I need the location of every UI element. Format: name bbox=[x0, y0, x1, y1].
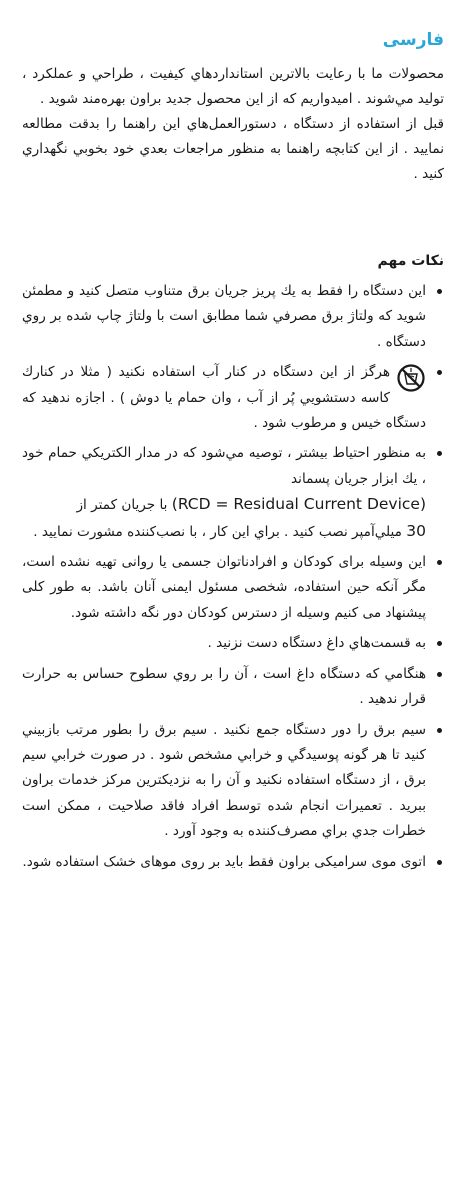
list-item bbox=[22, 850, 444, 875]
list-item bbox=[22, 360, 444, 436]
list-item-text: به منظور احتياط بيشتر ، توصيه مي‌شود كه در مدار الكتريكي حمام خود ، يك ابزار جريان پسماند bbox=[22, 445, 426, 487]
no-water-icon bbox=[396, 363, 426, 393]
list-item-text: به قسمت‌هاي داغ دستگاه دست نزنيد . bbox=[207, 635, 426, 652]
list-item-text: این وسیله برای کودکان و افرادناتوان جسمی یا روانی تهیه نشده است، مگر آنکه حین استفاده، شخصی مسئول ایمنی آنان باشد. به طور کلی پیشنهاد می کنیم وسیله از دسترس کودکان دور نگه داشته شود. bbox=[22, 554, 426, 621]
list-item-text: سيم برق را دور دستگاه جمع نكنيد . سيم برق را بطور مرتب بازبيني كنيد تا هر گونه پوسيدگي و خرابي مشخص شود . در صورت خرابي سيم برق ، از دستگاه استفاده نكنيد و آن را به نزديكترين مركز خدمات براون ببريد . تعميرات انجام شده توسط افراد فاقد صلاحيت ، ممكن است خطرات جدي براي مصرف‌كننده به وجود آورد . bbox=[22, 721, 426, 840]
list-item-text: هنگامي كه دستگاه داغ است ، آن را بر روي سطوح حساس به حرارت قرار ندهيد . bbox=[22, 665, 426, 708]
list-item bbox=[22, 441, 444, 545]
important-notes-heading: نكات مهم bbox=[377, 253, 444, 269]
list-item-text: با جريان كمتر از bbox=[76, 497, 168, 514]
language-heading: فارسی bbox=[382, 30, 444, 50]
list-item-text: ميلي‌آمپر نصب كنيد . براي اين كار ، با نصب‌كننده مشورت نماييد . bbox=[33, 523, 402, 540]
list-item bbox=[22, 631, 444, 656]
list-item-text: هرگز از اين دستگاه در كنار آب استفاده نكنيد ( مثلا در كنارك كاسه دستشويي پُر از آب ، وان حمام يا دوش ) . اجازه ندهيد كه دستگاه خيس و مرطوب شود . bbox=[22, 364, 426, 432]
list-item bbox=[22, 279, 444, 355]
list-item bbox=[22, 662, 444, 713]
intro-paragraph-2: قبل از استفاده از دستگاه ، دستورالعمل‌هاي اين راهنما را بدقت مطالعه نماييد . از اين كتابچه راهنما به منظور مراجعات بعدي خود بخوبي نگهداري كنيد . bbox=[22, 116, 444, 182]
list-item bbox=[22, 550, 444, 626]
important-notes-list bbox=[22, 279, 444, 875]
list-item-text: اين دستگاه را فقط به يك پريز جريان برق متناوب متصل كنيد و مطمئن شويد كه ولتاژ برق مصرفي شما مطابق است با ولتاژ چاپ شده بر روي دستگاه . bbox=[22, 283, 426, 350]
milliamp-value: 30 bbox=[406, 521, 426, 540]
intro-paragraph-1: محصولات ما با رعايت بالاترين استانداردهاي كيفيت ، طراحي و عملكرد ، توليد مي‌شوند . اميدواريم كه از اين محصول جديد براون بهره‌مند شويد . bbox=[22, 66, 444, 107]
list-item-text: اتوی موی سرامیکی براون فقط باید بر روی موهای خشک استفاده شود. bbox=[22, 853, 426, 870]
list-item bbox=[22, 718, 444, 845]
rcd-abbreviation: (RCD = Residual Current Device) bbox=[171, 495, 426, 514]
